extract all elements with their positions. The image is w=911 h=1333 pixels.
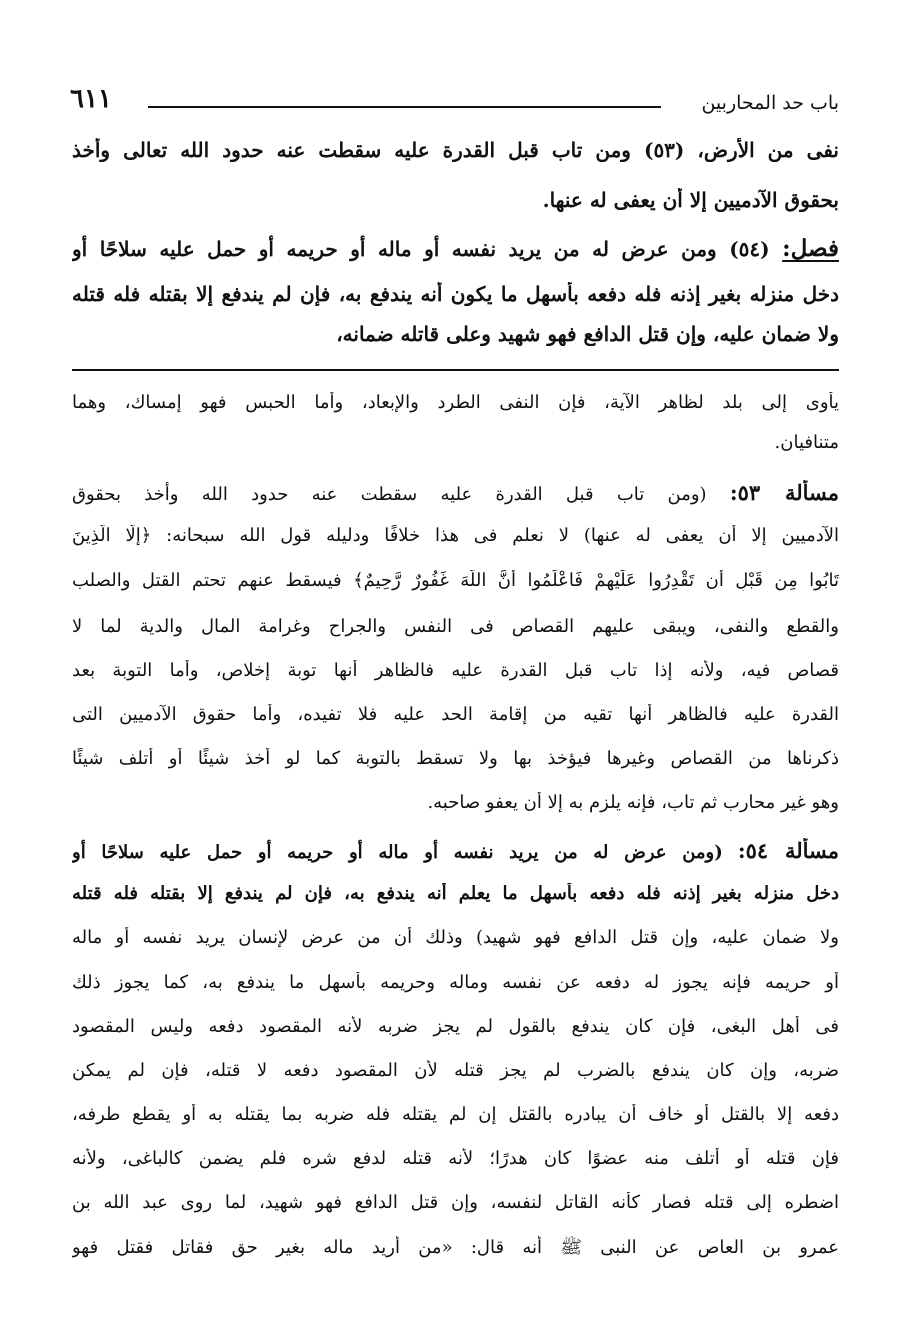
commentary-line: ولا ضمان عليه، وإن قتل الدافع فهو شهيد) وذلك أن من عرض لإنسان يريد نفسه أو ماله	[72, 927, 839, 948]
commentary-line: تَابُوا مِن قَبْلِ أَن تَقْدِرُوا عَلَيْهِمْ فَاعْلَمُوا أَنَّ اللَّهَ غَفُورٌ رَّحِيمٌ﴾ فيسقط عنهم تحتم القتل والصلب	[72, 570, 839, 591]
page-number: ٦١١	[70, 84, 112, 114]
commentary-line: مسألة ٥٣: (ومن تاب قبل القدرة عليه سقطت عنه حدود الله وأخذ بحقوق	[72, 480, 839, 505]
running-header	[70, 84, 839, 122]
separator-rule	[72, 369, 839, 371]
commentary-line: القدرة عليه فالظاهر أنها تقيه من إقامة الحد عليه فلا تفيده، وأما حقوق الآدميين التى	[72, 704, 839, 725]
commentary-line: ذكرناها من القصاص وغيرها فيؤخذ بها ولا تسقط بالتوبة كما لو أخذ شيئًا أو أتلف شيئًا	[72, 748, 839, 769]
commentary-line: مسألة ٥٤: (ومن عرض له من يريد نفسه أو ماله أو حريمه أو حمل عليه سلاحًا أو	[72, 838, 839, 863]
commentary-line: الآدميين إلا أن يعفى له عنها) لا نعلم فى هذا خلافًا ودليله قول الله سبحانه: ﴿إِلَّا الَّذِينَ	[72, 525, 839, 546]
issue-label: مسألة ٥٤:	[737, 838, 839, 863]
commentary-line: فى أهل البغى، فإن كان يندفع بالقول لم يجز ضربه لأنه المقصود دفعه وليس المقصود	[72, 1016, 839, 1037]
commentary-line: أو حريمه فإنه يجوز له دفعه عن نفسه وماله وحريمه بأسهل ما يندفع به، كما يجوز ذلك	[72, 972, 839, 993]
header-rule	[148, 106, 661, 108]
commentary-line: ضربه، وإن كان يندفع بالضرب لم يجز قتله لأن المقصود دفعه لا قتله، فإن لم يمكن	[72, 1060, 839, 1081]
commentary-line: وهو غير محارب ثم تاب، فإنه يلزم به إلا أن يعفو صاحبه.	[427, 792, 839, 813]
commentary-line: فإن قتله أو أتلف منه عضوًا كان هدرًا؛ لأنه قتله لدفع شره فلم يضمن كالباغى، ولأنه	[72, 1148, 839, 1169]
commentary-line: والقطع والنفى، ويبقى عليهم القصاص فى النفس والجراح وغرامة المال والدية لما لا	[72, 616, 839, 637]
commentary-line: قصاص فيه، ولأنه إذا تاب قبل القدرة عليه فالظاهر أنها توبة إخلاص، وأما التوبة بعد	[72, 660, 839, 681]
commentary-line: دخل منزله بغير إذنه فله دفعه بأسهل ما يعلم أنه يندفع به، فإن لم يندفع إلا بقتله فله قتله	[72, 883, 839, 904]
commentary-line: متنافيان.	[774, 432, 839, 453]
commentary-line: دفعه إلا بالقتل أو خاف أن يبادره بالقتل إن لم يقتله فله ضربه بما يقتله به أو يقطع طرفه،	[72, 1104, 839, 1125]
issue-label: مسألة ٥٣:	[729, 480, 839, 505]
section-label: فصل:	[782, 235, 839, 262]
commentary-line: اضطره إلى قتله فصار كأنه القاتل لنفسه، وإن قتل الدافع فهو شهيد، لما روى عبد الله بن	[72, 1192, 839, 1213]
commentary-line: يأوى إلى بلد لظاهر الآية، فإن النفى الطرد والإبعاد، وأما الحبس فهو إمساك، وهما	[72, 392, 839, 413]
commentary-line: عمرو بن العاص عن النبى ﷺ أنه قال: «من أريد ماله بغير حق فقاتل فقتل فهو	[72, 1237, 839, 1258]
chapter-title: باب حد المحاربين	[701, 92, 839, 114]
main-line: بحقوق الآدميين إلا أن يعفى له عنها.	[542, 188, 839, 212]
main-line: دخل منزله بغير إذنه فله دفعه بأسهل ما يكون أنه يندفع به، فإن لم يندفع إلا بقتله فله قتله	[72, 282, 839, 306]
main-line: نفى من الأرض، (٥٣) ومن تاب قبل القدرة عليه سقطت عنه حدود الله تعالى وأخذ	[72, 138, 839, 162]
main-line: فصل: (٥٤) ومن عرض له من يريد نفسه أو ماله أو حريمه أو حمل عليه سلاحًا أو	[72, 235, 839, 262]
main-line: ولا ضمان عليه، وإن قتل الدافع فهو شهيد وعلى قاتله ضمانه،	[336, 322, 839, 346]
